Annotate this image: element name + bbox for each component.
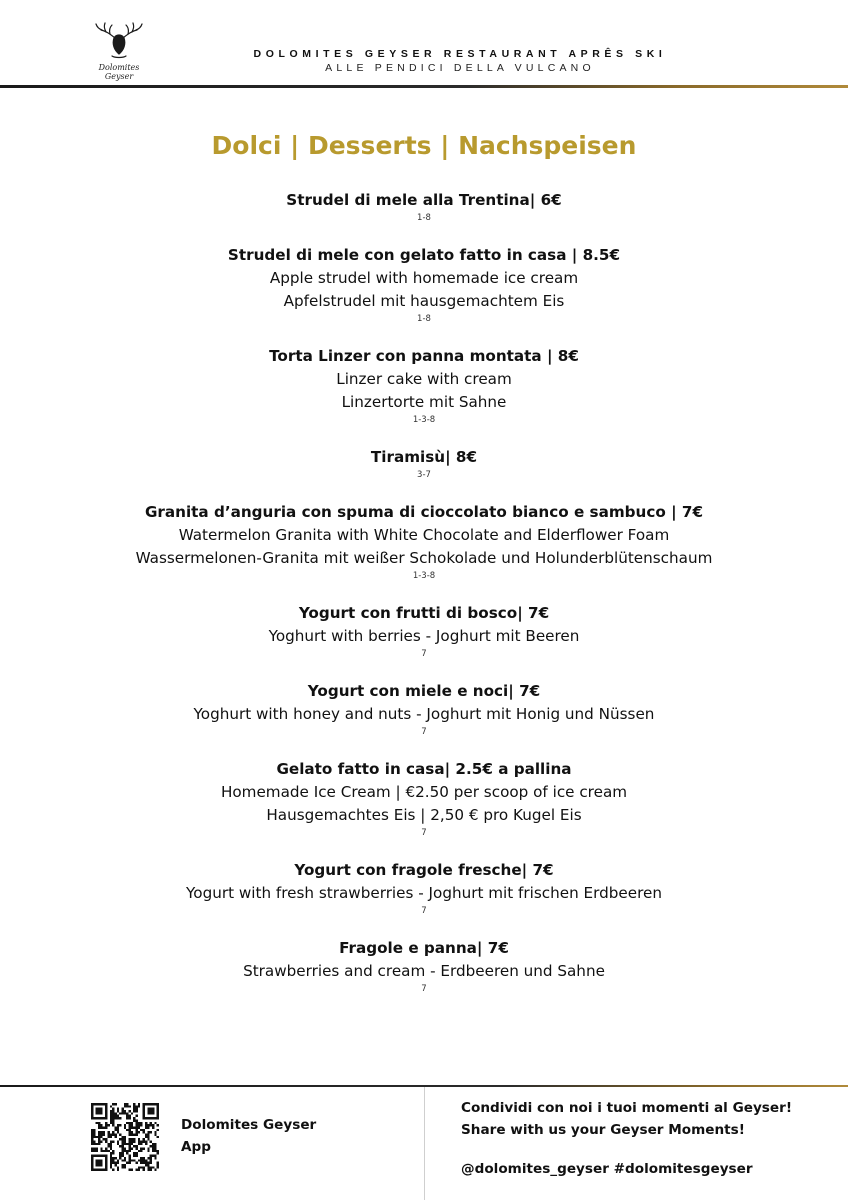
social-handles: @dolomites_geyser #dolomitesgeyser [461, 1161, 753, 1177]
restaurant-name: DOLOMITES GEYSER RESTAURANT APRÊS SKI [253, 48, 667, 60]
menu-item-description: Linzertorte mit Sahne [341, 393, 507, 411]
menu-item-title: Tiramisù| 8€ [370, 448, 478, 466]
app-label-line1: Dolomites Geyser [181, 1117, 317, 1133]
share-line-en: Share with us your Geyser Moments! [461, 1122, 745, 1138]
menu-item [0, 936, 848, 995]
menu-item [0, 344, 848, 426]
menu-item-allergens: 7 [421, 828, 427, 838]
menu-item-title: Torta Linzer con panna montata | 8€ [269, 347, 579, 365]
menu-item-description: Homemade Ice Cream | €2.50 per scoop of ice cream [220, 783, 628, 801]
menu-item-description: Yogurt with fresh strawberries - Joghurt mit frischen Erdbeeren [186, 884, 662, 902]
share-message [461, 1097, 792, 1141]
menu-item-title: Fragole e panna| 7€ [339, 939, 509, 957]
menu-item [0, 858, 848, 917]
logo-text: Dolomites Geyser [98, 63, 140, 81]
menu-item-title: Yogurt con frutti di bosco| 7€ [298, 604, 550, 622]
page-title: Dolci | Desserts | Nachspeisen [211, 131, 637, 160]
menu-item-allergens: 7 [421, 984, 427, 994]
menu-item-allergens: 3-7 [417, 470, 431, 480]
menu-item [0, 757, 848, 839]
deer-head-icon [92, 22, 146, 62]
menu-item-description: Yoghurt with berries - Joghurt mit Beeren [268, 627, 580, 645]
app-label-line2: App [181, 1139, 211, 1155]
menu-item [0, 445, 848, 481]
share-line-it: Condividi con noi i tuoi momenti al Geyser! [461, 1100, 793, 1116]
menu-item [0, 500, 848, 582]
menu-item-allergens: 1-3-8 [412, 571, 436, 581]
qr-code-icon[interactable] [91, 1103, 159, 1171]
dessert-menu [0, 188, 848, 1014]
header-divider [0, 85, 848, 88]
menu-item-title: Granita d’anguria con spuma di cioccolato bianco e sambuco | 7€ [144, 503, 704, 521]
menu-item-description: Apple strudel with homemade ice cream [269, 269, 579, 287]
menu-item-title: Strudel di mele alla Trentina| 6€ [286, 191, 562, 209]
menu-item [0, 243, 848, 325]
menu-item-title: Strudel di mele con gelato fatto in casa | 8.5€ [227, 246, 621, 264]
menu-item-allergens: 1-8 [417, 314, 431, 324]
brand-logo [84, 22, 154, 81]
menu-item-title: Yogurt con fragole fresche| 7€ [294, 861, 554, 879]
menu-item-title: Gelato fatto in casa| 2.5€ a pallina [276, 760, 572, 778]
menu-item-allergens: 7 [421, 649, 427, 659]
menu-item-allergens: 7 [421, 727, 427, 737]
menu-item-description: Wassermelonen-Granita mit weißer Schokolade und Holunderblütenschaum [135, 549, 713, 567]
menu-item-description: Strawberries and cream - Erdbeeren und Sahne [243, 962, 605, 980]
menu-item-allergens: 7 [421, 906, 427, 916]
app-label [181, 1114, 316, 1158]
footer-column-divider [424, 1087, 425, 1200]
menu-item [0, 679, 848, 738]
menu-item-title: Yogurt con miele e noci| 7€ [307, 682, 541, 700]
menu-item-allergens: 1-3-8 [412, 415, 436, 425]
page-header [0, 0, 848, 88]
menu-item-description: Linzer cake with cream [336, 370, 512, 388]
menu-item-description: Yoghurt with honey and nuts - Joghurt mit Honig und Nüssen [193, 705, 655, 723]
menu-item-description: Apfelstrudel mit hausgemachtem Eis [283, 292, 565, 310]
menu-item [0, 601, 848, 660]
menu-item [0, 188, 848, 224]
menu-item-description: Watermelon Granita with White Chocolate and Elderflower Foam [178, 526, 670, 544]
menu-item-description: Hausgemachtes Eis | 2,50 € pro Kugel Eis [266, 806, 582, 824]
menu-item-allergens: 1-8 [417, 213, 431, 223]
restaurant-subtitle: ALLE PENDICI DELLA VULCANO [325, 62, 595, 74]
